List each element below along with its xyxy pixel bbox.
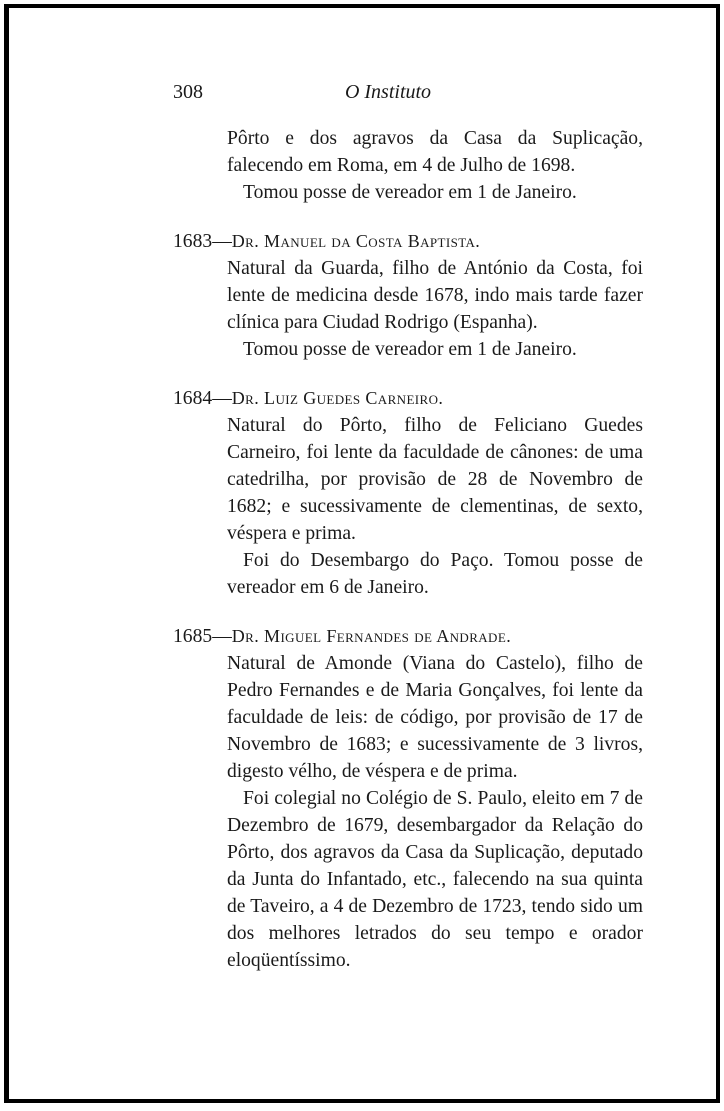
paragraph: Pôrto e dos agravos da Casa da Suplicação, falecendo em Roma, em 4 de Julho de 1698.	[227, 128, 643, 176]
page-header	[173, 81, 603, 113]
entry-name: Dr. Luiz Guedes Carneiro.	[231, 388, 444, 408]
entry-name: Dr. Miguel Fernandes de Andrade.	[231, 626, 512, 646]
paragraph: Natural do Pôrto, filho de Feliciano Guedes Carneiro, foi lente da faculdade de cânones: de uma catedrilha, por provisão de 28 de Novembro de 1682; e sucessivamente de clementinas, de sexto, véspera e prima.	[227, 415, 643, 544]
entry-1683	[173, 228, 643, 363]
entry-year: 1683—	[173, 231, 232, 252]
entry-body	[173, 412, 643, 601]
paragraph: Tomou posse de vereador em 1 de Janeiro.	[243, 182, 577, 203]
page-body	[173, 125, 643, 974]
entry-body	[173, 255, 643, 363]
entry-year: 1685—	[173, 626, 232, 647]
entry-year: 1684—	[173, 388, 232, 409]
entry-body	[173, 650, 643, 974]
entry-1685	[173, 623, 643, 974]
paragraph: Natural da Guarda, filho de António da Costa, foi lente de medicina desde 1678, indo mais tarde fazer clínica para Ciudad Rodrigo (Espanha).	[227, 258, 643, 333]
entry-heading	[173, 228, 643, 255]
continuation-block	[173, 125, 643, 206]
paragraph: Foi do Desembargo do Paço. Tomou posse de vereador em 6 de Janeiro.	[227, 550, 643, 598]
entry-heading	[173, 385, 643, 412]
entry-1684	[173, 385, 643, 601]
running-title: O Instituto	[344, 81, 432, 103]
page-number: 308	[173, 81, 203, 103]
entry-name: Dr. Manuel da Costa Baptista.	[231, 231, 481, 251]
paragraph: Tomou posse de vereador em 1 de Janeiro.	[243, 339, 577, 360]
paragraph: Natural de Amonde (Viana do Castelo), filho de Pedro Fernandes e de Maria Gonçalves, foi lente da faculdade de leis: de código, por provisão de 17 de Novembro de 1683; e sucessivamente de 3 livros, digesto vélho, de véspera e de prima.	[227, 653, 643, 782]
entry-heading	[173, 623, 643, 650]
paragraph: Foi colegial no Colégio de S. Paulo, eleito em 7 de Dezembro de 1679, desembargador da Relação do Pôrto, dos agravos da Casa da Suplicação, deputado da Junta do Infantado, etc., falecendo na sua quinta de Taveiro, a 4 de Dezembro de 1723, tendo sido um dos melhores letrados do seu tempo e orador eloqüentíssimo.	[227, 788, 643, 971]
document-page	[4, 4, 720, 1103]
